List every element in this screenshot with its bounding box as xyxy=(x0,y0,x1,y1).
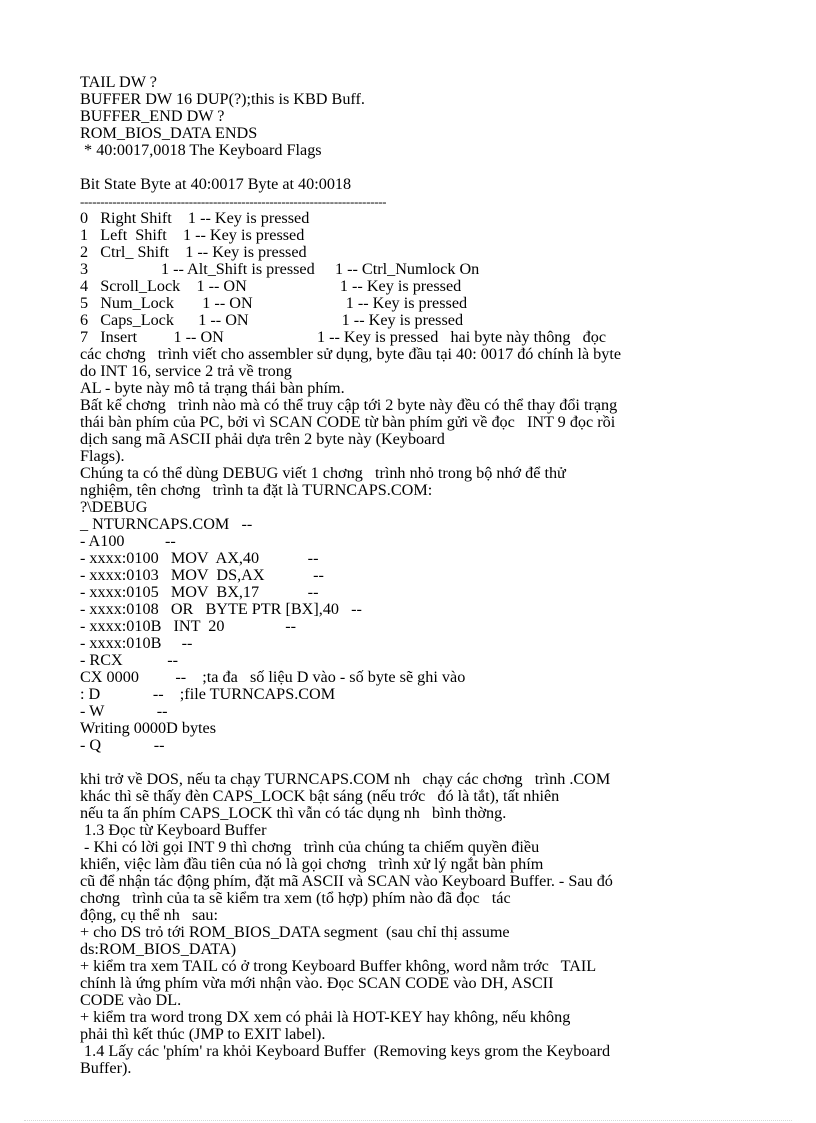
section-heading-1-3: 1.3 Đọc từ Keyboard Buffer xyxy=(80,821,267,839)
flag-row: 3 1 -- Alt_Shift is pressed 1 -- Ctrl_Numlock On xyxy=(80,260,480,278)
paragraph-line: do INT 16, service 2 trả về trong xyxy=(80,362,292,380)
paragraph-line: khác thì sẽ thấy đèn CAPS_LOCK bật sáng (nếu trớc đó là tắt), tất nhiên xyxy=(80,787,560,805)
table-header: Bit State Byte at 40:0017 Byte at 40:0018 xyxy=(80,175,352,193)
debug-line: - xxxx:0100 MOV AX,40 -- xyxy=(80,549,319,567)
paragraph-line: Flags). xyxy=(80,447,125,465)
flag-row: 4 Scroll_Lock 1 -- ON 1 -- Key is pressed xyxy=(80,277,462,295)
debug-line: ?\DEBUG xyxy=(80,498,148,516)
paragraph-line: các chơng trình viết cho assembler sử dụng, byte đầu tại 40: 0017 đó chính là byte xyxy=(80,345,622,363)
debug-line: - xxxx:010B INT 20 -- xyxy=(80,617,296,635)
flag-row: 0 Right Shift 1 -- Key is pressed xyxy=(80,209,310,227)
debug-line: - A100 -- xyxy=(80,532,176,550)
paragraph-line: phải thì kết thúc (JMP to EXIT label). xyxy=(80,1025,326,1043)
separator-line: ---------------------------------------------------------------------------- xyxy=(80,194,387,209)
flag-row: 1 Left Shift 1 -- Key is pressed xyxy=(80,226,305,244)
flag-row: 5 Num_Lock 1 -- ON 1 -- Key is pressed xyxy=(80,294,468,312)
flag-row: 7 Insert 1 -- ON 1 -- Key is pressed hai byte này thông đọc xyxy=(80,328,606,346)
paragraph-line: Buffer). xyxy=(80,1059,132,1077)
paragraph-line: động, cụ thể nh sau: xyxy=(80,906,219,924)
code-line-tail: TAIL DW ? xyxy=(80,73,157,91)
section-keyboard-flags: * 40:0017,0018 The Keyboard Flags xyxy=(80,141,322,159)
paragraph-line: chính là ứng phím vừa mới nhận vào. Đọc SCAN CODE vào DH, ASCII xyxy=(80,974,554,992)
paragraph-line: khiển, việc làm đầu tiên của nó là gọi chơng trình xử lý ngắt bàn phím xyxy=(80,855,544,873)
paragraph-line: chơng trình của ta sẽ kiểm tra xem (tổ hợp) phím nào đã đọc tác xyxy=(80,889,511,907)
paragraph-line: cũ để nhận tác động phím, đặt mã ASCII và SCAN vào Keyboard Buffer. - Sau đó xyxy=(80,872,613,890)
flag-row: 2 Ctrl_ Shift 1 -- Key is pressed xyxy=(80,243,307,261)
code-line-rom-bios-ends: ROM_BIOS_DATA ENDS xyxy=(80,124,258,142)
paragraph-line: thái bàn phím của PC, bởi vì SCAN CODE từ bàn phím gửi về đọc INT 9 đọc rồi xyxy=(80,413,616,431)
paragraph-line: Chúng ta có thể dùng DEBUG viết 1 chơng trình nhỏ trong bộ nhớ để thử xyxy=(80,464,566,482)
paragraph-line: + cho DS trỏ tới ROM_BIOS_DATA segment (sau chỉ thị assume xyxy=(80,923,510,941)
code-line-buffer-end: BUFFER_END DW ? xyxy=(80,107,225,125)
paragraph-line: ds:ROM_BIOS_DATA) xyxy=(80,940,237,958)
debug-line: : D -- ;file TURNCAPS.COM xyxy=(80,685,336,703)
paragraph-line: Bất kể chơng trình nào mà có thể truy cập tới 2 byte này đều có thể thay đổi trạng xyxy=(80,396,618,414)
paragraph-line: khi trở về DOS, nếu ta chạy TURNCAPS.COM nh chạy các chơng trình .COM xyxy=(80,770,611,788)
debug-line: Writing 0000D bytes xyxy=(80,719,217,737)
paragraph-line: dịch sang mã ASCII phải dựa trên 2 byte này (Keyboard xyxy=(80,430,445,448)
debug-line: - xxxx:0105 MOV BX,17 -- xyxy=(80,583,319,601)
paragraph-line: nghiệm, tên chơng trình ta đặt là TURNCAPS.COM: xyxy=(80,481,433,499)
paragraph-line: AL - byte này mô tả trạng thái bàn phím. xyxy=(80,379,345,397)
debug-line: _ NTURNCAPS.COM -- xyxy=(80,515,253,533)
debug-line: - xxxx:010B -- xyxy=(80,634,193,652)
paragraph-line: + kiểm tra xem TAIL có ở trong Keyboard Buffer không, word nằm trớc TAIL xyxy=(80,957,597,975)
paragraph-line: nếu ta ấn phím CAPS_LOCK thì vẫn có tác dụng nh bình thờng. xyxy=(80,804,507,822)
code-line-buffer: BUFFER DW 16 DUP(?);this is KBD Buff. xyxy=(80,90,365,108)
debug-line: - RCX -- xyxy=(80,651,179,669)
debug-line: - xxxx:0103 MOV DS,AX -- xyxy=(80,566,324,584)
flag-row: 6 Caps_Lock 1 -- ON 1 -- Key is pressed xyxy=(80,311,464,329)
debug-line: - Q -- xyxy=(80,736,165,754)
paragraph-line: - Khi có lời gọi INT 9 thì chơng trình của chúng ta chiếm quyền điều xyxy=(80,838,540,856)
debug-line: CX 0000 -- ;ta đa số liệu D vào - số byte sẽ ghi vào xyxy=(80,668,466,686)
page-bottom-divider xyxy=(24,1120,792,1121)
paragraph-line: + kiểm tra word trong DX xem có phải là HOT-KEY hay không, nếu không xyxy=(80,1008,571,1026)
debug-line: - xxxx:0108 OR BYTE PTR [BX],40 -- xyxy=(80,600,362,618)
debug-line: - W -- xyxy=(80,702,168,720)
section-heading-1-4: 1.4 Lấy các 'phím' ra khỏi Keyboard Buffer (Removing keys grom the Keyboard xyxy=(80,1042,611,1060)
paragraph-line: CODE vào DL. xyxy=(80,991,182,1009)
